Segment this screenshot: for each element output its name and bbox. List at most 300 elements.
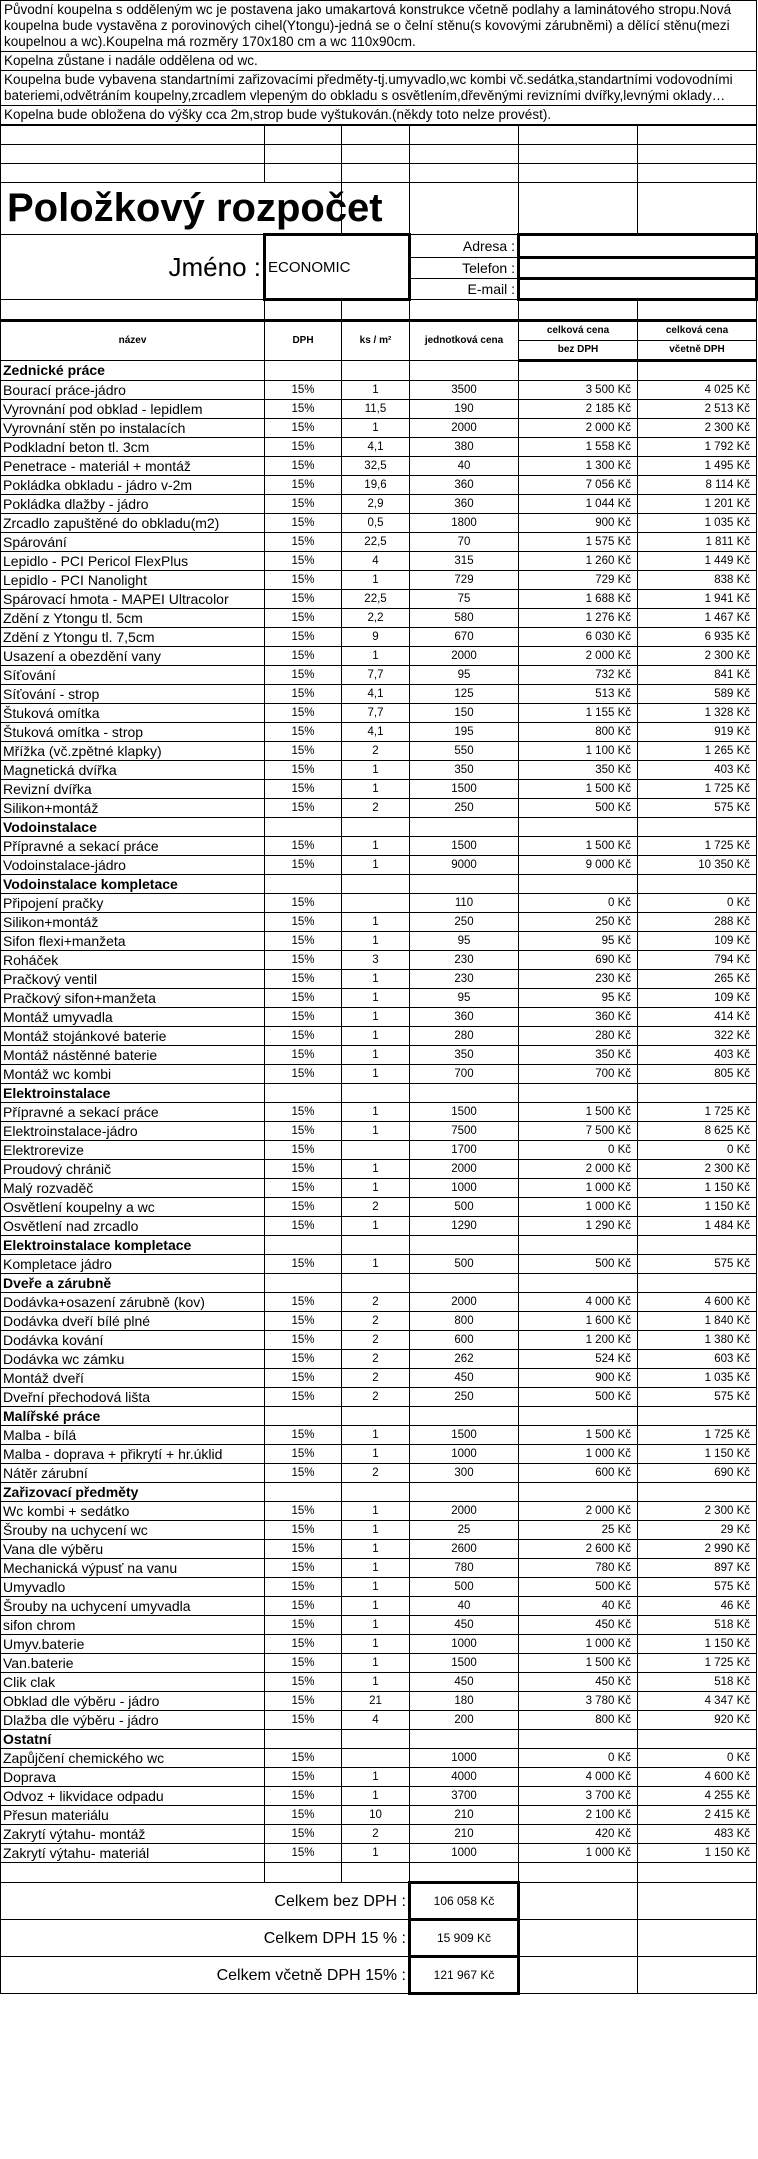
table-row xyxy=(1,1160,757,1179)
table-row xyxy=(1,590,757,609)
item-qty: 1 xyxy=(342,780,410,799)
item-total-vat: 1 150 Kč xyxy=(638,1635,757,1654)
item-total: 500 Kč xyxy=(519,1388,638,1407)
item-qty: 1 xyxy=(342,1578,410,1597)
item-qty: 21 xyxy=(342,1692,410,1711)
item-vat: 15% xyxy=(265,590,342,609)
table-row xyxy=(1,609,757,628)
item-qty: 22,5 xyxy=(342,533,410,552)
item-qty: 1 xyxy=(342,1027,410,1046)
table-row xyxy=(1,438,757,457)
col-header-without-vat: bez DPH xyxy=(519,341,638,361)
table-row xyxy=(1,1312,757,1331)
item-name: Přípravné a sekací práce xyxy=(1,837,265,856)
item-unit-price: 95 xyxy=(410,666,519,685)
item-qty: 4,1 xyxy=(342,438,410,457)
item-total-vat: 1 495 Kč xyxy=(638,457,757,476)
item-total: 350 Kč xyxy=(519,761,638,780)
item-total-vat: 10 350 Kč xyxy=(638,856,757,875)
name-field[interactable]: ECONOMIC xyxy=(265,235,410,300)
item-name: Pokládka dlažby - jádro xyxy=(1,495,265,514)
item-qty: 7,7 xyxy=(342,704,410,723)
item-qty: 1 xyxy=(342,970,410,989)
item-total-vat: 8 625 Kč xyxy=(638,1122,757,1141)
item-qty: 1 xyxy=(342,1559,410,1578)
item-unit-price: 360 xyxy=(410,476,519,495)
item-total: 2 185 Kč xyxy=(519,400,638,419)
item-qty: 1 xyxy=(342,1046,410,1065)
item-name: Pračkový sifon+manžeta xyxy=(1,989,265,1008)
table-row xyxy=(1,1521,757,1540)
table-row xyxy=(1,856,757,875)
item-vat: 15% xyxy=(265,1787,342,1806)
table-row xyxy=(1,457,757,476)
item-name: Síťování - strop xyxy=(1,685,265,704)
table-row xyxy=(1,1369,757,1388)
item-vat: 15% xyxy=(265,552,342,571)
item-unit-price: 360 xyxy=(410,495,519,514)
item-qty: 1 xyxy=(342,1616,410,1635)
item-unit-price: 1000 xyxy=(410,1179,519,1198)
item-qty: 1 xyxy=(342,1426,410,1445)
item-unit-price: 450 xyxy=(410,1616,519,1635)
item-name: Dodávka dveří bílé plné xyxy=(1,1312,265,1331)
table-row xyxy=(1,1597,757,1616)
empty-cell xyxy=(638,1236,757,1255)
item-unit-price: 7500 xyxy=(410,1122,519,1141)
item-total: 700 Kč xyxy=(519,1065,638,1084)
item-total: 95 Kč xyxy=(519,932,638,951)
item-total: 250 Kč xyxy=(519,913,638,932)
empty-cell xyxy=(638,1084,757,1103)
item-total: 500 Kč xyxy=(519,799,638,818)
item-total: 1 260 Kč xyxy=(519,552,638,571)
section-title: Zařizovací předměty xyxy=(1,1483,265,1502)
item-vat: 15% xyxy=(265,1122,342,1141)
item-total-vat: 403 Kč xyxy=(638,1046,757,1065)
item-total: 2 100 Kč xyxy=(519,1806,638,1825)
item-name: Elektroinstalace-jádro xyxy=(1,1122,265,1141)
table-row xyxy=(1,1825,757,1844)
item-unit-price: 500 xyxy=(410,1255,519,1274)
item-total-vat: 575 Kč xyxy=(638,1255,757,1274)
item-name: Silikon+montáž xyxy=(1,913,265,932)
empty-cell xyxy=(519,1920,638,1957)
item-vat: 15% xyxy=(265,514,342,533)
item-name: Osvětlení nad zrcadlo xyxy=(1,1217,265,1236)
table-row xyxy=(1,514,757,533)
item-vat: 15% xyxy=(265,970,342,989)
item-total-vat: 518 Kč xyxy=(638,1616,757,1635)
item-vat: 15% xyxy=(265,1825,342,1844)
empty-cell xyxy=(265,1274,342,1293)
item-total: 420 Kč xyxy=(519,1825,638,1844)
item-vat: 15% xyxy=(265,1141,342,1160)
item-total: 1 000 Kč xyxy=(519,1179,638,1198)
item-total: 4 000 Kč xyxy=(519,1293,638,1312)
table-row xyxy=(1,1673,757,1692)
item-name: Nátěr zárubní xyxy=(1,1464,265,1483)
item-total-vat: 1 941 Kč xyxy=(638,590,757,609)
item-vat: 15% xyxy=(265,571,342,590)
item-vat: 15% xyxy=(265,1217,342,1236)
item-vat: 15% xyxy=(265,1559,342,1578)
item-total-vat: 2 990 Kč xyxy=(638,1540,757,1559)
item-name: Dodávka wc zámku xyxy=(1,1350,265,1369)
table-row xyxy=(1,951,757,970)
section-title: Vodoinstalace kompletace xyxy=(1,875,265,894)
item-qty: 9 xyxy=(342,628,410,647)
item-total: 450 Kč xyxy=(519,1616,638,1635)
item-unit-price: 780 xyxy=(410,1559,519,1578)
item-vat: 15% xyxy=(265,609,342,628)
table-row xyxy=(1,932,757,951)
item-unit-price: 500 xyxy=(410,1578,519,1597)
item-name: Silikon+montáž xyxy=(1,799,265,818)
item-total-vat: 1 265 Kč xyxy=(638,742,757,761)
item-vat: 15% xyxy=(265,1046,342,1065)
item-name: Lepidlo - PCI Pericol FlexPlus xyxy=(1,552,265,571)
item-name: Obklad dle výběru - jádro xyxy=(1,1692,265,1711)
item-vat: 15% xyxy=(265,1331,342,1350)
item-unit-price: 350 xyxy=(410,761,519,780)
empty-cell xyxy=(410,1236,519,1255)
item-vat: 15% xyxy=(265,1806,342,1825)
item-total-vat: 1 380 Kč xyxy=(638,1331,757,1350)
item-unit-price: 2000 xyxy=(410,647,519,666)
item-qty: 2 xyxy=(342,1825,410,1844)
table-row xyxy=(1,1711,757,1730)
item-qty: 1 xyxy=(342,1654,410,1673)
item-name: Montáž wc kombi xyxy=(1,1065,265,1084)
item-total: 800 Kč xyxy=(519,723,638,742)
item-unit-price: 1500 xyxy=(410,780,519,799)
item-qty: 1 xyxy=(342,837,410,856)
item-vat: 15% xyxy=(265,666,342,685)
item-name: Zdění z Ytongu tl. 7,5cm xyxy=(1,628,265,647)
email-field[interactable] xyxy=(519,279,757,300)
item-unit-price: 1500 xyxy=(410,837,519,856)
total-label: Celkem bez DPH : xyxy=(1,1883,410,1920)
item-qty: 22,5 xyxy=(342,590,410,609)
item-name: Malba - bílá xyxy=(1,1426,265,1445)
item-qty: 4,1 xyxy=(342,685,410,704)
item-name: Bourací práce-jádro xyxy=(1,381,265,400)
item-total: 1 300 Kč xyxy=(519,457,638,476)
item-unit-price: 360 xyxy=(410,1008,519,1027)
col-header-total: celková cena xyxy=(519,321,638,341)
empty-cell xyxy=(638,875,757,894)
table-row xyxy=(1,1654,757,1673)
item-vat: 15% xyxy=(265,476,342,495)
item-unit-price: 600 xyxy=(410,1331,519,1350)
item-total-vat: 0 Kč xyxy=(638,1141,757,1160)
item-total-vat: 4 347 Kč xyxy=(638,1692,757,1711)
item-total-vat: 897 Kč xyxy=(638,1559,757,1578)
item-total: 230 Kč xyxy=(519,970,638,989)
item-name: Mechanická výpusť na vanu xyxy=(1,1559,265,1578)
item-unit-price: 9000 xyxy=(410,856,519,875)
item-qty: 1 xyxy=(342,1787,410,1806)
item-vat: 15% xyxy=(265,685,342,704)
item-unit-price: 3700 xyxy=(410,1787,519,1806)
item-name: Montáž stojánkové baterie xyxy=(1,1027,265,1046)
item-name: Magnetická dvířka xyxy=(1,761,265,780)
item-name: Doprava xyxy=(1,1768,265,1787)
table-row xyxy=(1,1198,757,1217)
address-field[interactable] xyxy=(519,235,757,258)
item-name: Připojení pračky xyxy=(1,894,265,913)
item-total: 500 Kč xyxy=(519,1255,638,1274)
table-row xyxy=(1,742,757,761)
item-total: 9 000 Kč xyxy=(519,856,638,875)
item-qty: 1 xyxy=(342,1255,410,1274)
item-vat: 15% xyxy=(265,1198,342,1217)
empty-cell xyxy=(342,875,410,894)
item-qty: 1 xyxy=(342,1597,410,1616)
item-total: 1 000 Kč xyxy=(519,1198,638,1217)
item-name: Umyvadlo xyxy=(1,1578,265,1597)
empty-cell xyxy=(638,818,757,837)
item-total: 4 000 Kč xyxy=(519,1768,638,1787)
item-total-vat: 1 150 Kč xyxy=(638,1198,757,1217)
item-vat: 15% xyxy=(265,1502,342,1521)
item-unit-price: 700 xyxy=(410,1065,519,1084)
table-row xyxy=(1,970,757,989)
item-total-vat: 1 035 Kč xyxy=(638,1369,757,1388)
section-row xyxy=(1,361,757,381)
item-unit-price: 2000 xyxy=(410,1293,519,1312)
item-total-vat: 403 Kč xyxy=(638,761,757,780)
section-title: Ostatní xyxy=(1,1730,265,1749)
item-vat: 15% xyxy=(265,495,342,514)
item-total: 2 600 Kč xyxy=(519,1540,638,1559)
section-title: Dveře a zárubně xyxy=(1,1274,265,1293)
col-header-total-vat: celková cena xyxy=(638,321,757,341)
empty-cell xyxy=(519,1084,638,1103)
item-total: 780 Kč xyxy=(519,1559,638,1578)
item-qty: 1 xyxy=(342,913,410,932)
table-row xyxy=(1,1806,757,1825)
table-row xyxy=(1,1464,757,1483)
empty-cell xyxy=(265,875,342,894)
item-name: Malý rozvaděč xyxy=(1,1179,265,1198)
item-total: 1 500 Kč xyxy=(519,1426,638,1445)
item-qty: 1 xyxy=(342,989,410,1008)
item-qty: 1 xyxy=(342,1844,410,1863)
table-row xyxy=(1,1768,757,1787)
table-row xyxy=(1,381,757,400)
item-qty: 1 xyxy=(342,1179,410,1198)
intro-paragraph: Původní koupelna s odděleným wc je postavena jako umakartová konstrukce včetně podlahy a laminátového stropu.Nová koupelna bude vystavěna z porovinových cihel(Ytongu)-jedná se o čelní stěnu(s kovovými zárubněmi) a dělící stěnu(mezi koupelnou a wc).Koupelna má rozměry 170x180 cm a wc 110x90cm. xyxy=(1,1,757,52)
item-name: Dveřní přechodová lišta xyxy=(1,1388,265,1407)
phone-field[interactable] xyxy=(519,258,757,279)
item-qty: 2 xyxy=(342,1331,410,1350)
item-unit-price: 729 xyxy=(410,571,519,590)
table-row xyxy=(1,1692,757,1711)
section-row xyxy=(1,875,757,894)
item-vat: 15% xyxy=(265,381,342,400)
table-row xyxy=(1,837,757,856)
item-qty: 1 xyxy=(342,932,410,951)
item-total-vat: 109 Kč xyxy=(638,932,757,951)
empty-cell xyxy=(410,818,519,837)
item-unit-price: 110 xyxy=(410,894,519,913)
item-vat: 15% xyxy=(265,799,342,818)
phone-label: Telefon : xyxy=(410,258,519,279)
item-unit-price: 2000 xyxy=(410,1160,519,1179)
item-name: Elektrorevize xyxy=(1,1141,265,1160)
item-qty xyxy=(342,894,410,913)
table-row xyxy=(1,1217,757,1236)
item-total-vat: 838 Kč xyxy=(638,571,757,590)
item-unit-price: 95 xyxy=(410,989,519,1008)
item-total-vat: 29 Kč xyxy=(638,1521,757,1540)
item-name: Spárování xyxy=(1,533,265,552)
table-row xyxy=(1,1179,757,1198)
item-qty: 10 xyxy=(342,1806,410,1825)
total-label: Celkem DPH 15 % : xyxy=(1,1920,410,1957)
item-total: 2 000 Kč xyxy=(519,1160,638,1179)
empty-cell xyxy=(410,1274,519,1293)
item-name: Dodávka kování xyxy=(1,1331,265,1350)
item-unit-price: 280 xyxy=(410,1027,519,1046)
item-unit-price: 2000 xyxy=(410,1502,519,1521)
email-label: E-mail : xyxy=(410,279,519,300)
item-name: Sifon flexi+manžeta xyxy=(1,932,265,951)
item-name: Mřížka (vč.zpětné klapky) xyxy=(1,742,265,761)
table-row xyxy=(1,1255,757,1274)
item-total: 2 000 Kč xyxy=(519,419,638,438)
item-name: Šrouby na uchycení umyvadla xyxy=(1,1597,265,1616)
item-total-vat: 1 792 Kč xyxy=(638,438,757,457)
item-qty xyxy=(342,1141,410,1160)
item-name: Zdění z Ytongu tl. 5cm xyxy=(1,609,265,628)
item-total-vat: 1 484 Kč xyxy=(638,1217,757,1236)
item-qty: 2 xyxy=(342,1293,410,1312)
empty-cell xyxy=(638,1407,757,1426)
item-qty: 4 xyxy=(342,1711,410,1730)
item-unit-price: 1290 xyxy=(410,1217,519,1236)
item-name: Montáž umyvadla xyxy=(1,1008,265,1027)
empty-cell xyxy=(519,1730,638,1749)
empty-cell xyxy=(342,1483,410,1502)
table-row xyxy=(1,1027,757,1046)
empty-cell xyxy=(342,1274,410,1293)
item-unit-price: 800 xyxy=(410,1312,519,1331)
item-total: 2 000 Kč xyxy=(519,1502,638,1521)
item-total: 280 Kč xyxy=(519,1027,638,1046)
empty-cell xyxy=(519,1957,638,1994)
item-name: Umyv.baterie xyxy=(1,1635,265,1654)
empty-cell xyxy=(519,1407,638,1426)
table-row xyxy=(1,628,757,647)
item-vat: 15% xyxy=(265,1312,342,1331)
item-qty: 7,7 xyxy=(342,666,410,685)
item-vat: 15% xyxy=(265,628,342,647)
item-unit-price: 1800 xyxy=(410,514,519,533)
item-vat: 15% xyxy=(265,704,342,723)
item-name: Odvoz + likvidace odpadu xyxy=(1,1787,265,1806)
item-total-vat: 0 Kč xyxy=(638,1749,757,1768)
item-unit-price: 125 xyxy=(410,685,519,704)
table-row xyxy=(1,533,757,552)
intro-paragraph: Kopelna zůstane i nadále oddělena od wc. xyxy=(1,52,757,71)
item-total: 3 780 Kč xyxy=(519,1692,638,1711)
item-total: 1 575 Kč xyxy=(519,533,638,552)
item-vat: 15% xyxy=(265,1635,342,1654)
item-qty: 2,9 xyxy=(342,495,410,514)
table-row xyxy=(1,1749,757,1768)
item-qty: 4,1 xyxy=(342,723,410,742)
item-unit-price: 200 xyxy=(410,1711,519,1730)
item-vat: 15% xyxy=(265,932,342,951)
item-total-vat: 1 201 Kč xyxy=(638,495,757,514)
item-unit-price: 210 xyxy=(410,1825,519,1844)
item-total-vat: 1 725 Kč xyxy=(638,837,757,856)
item-unit-price: 1500 xyxy=(410,1654,519,1673)
item-total: 7 500 Kč xyxy=(519,1122,638,1141)
item-total: 1 600 Kč xyxy=(519,1312,638,1331)
item-total-vat: 1 725 Kč xyxy=(638,1654,757,1673)
item-name: Vyrovnání pod obklad - lepidlem xyxy=(1,400,265,419)
item-vat: 15% xyxy=(265,723,342,742)
table-row xyxy=(1,647,757,666)
item-total: 1 155 Kč xyxy=(519,704,638,723)
item-qty: 1 xyxy=(342,1673,410,1692)
table-row xyxy=(1,1559,757,1578)
item-name: Přesun materiálu xyxy=(1,1806,265,1825)
table-row xyxy=(1,1331,757,1350)
item-total-vat: 1 840 Kč xyxy=(638,1312,757,1331)
table-row xyxy=(1,989,757,1008)
item-name: Zakrytí výtahu- montáž xyxy=(1,1825,265,1844)
item-total-vat: 518 Kč xyxy=(638,1673,757,1692)
empty-cell xyxy=(410,1483,519,1502)
table-row xyxy=(1,1787,757,1806)
item-vat: 15% xyxy=(265,533,342,552)
item-name: Kompletace jádro xyxy=(1,1255,265,1274)
item-total-vat: 8 114 Kč xyxy=(638,476,757,495)
table-row xyxy=(1,723,757,742)
item-qty: 1 xyxy=(342,1445,410,1464)
item-name: Van.baterie xyxy=(1,1654,265,1673)
col-header-unit-price: jednotková cena xyxy=(410,321,519,361)
item-vat: 15% xyxy=(265,856,342,875)
item-qty: 2 xyxy=(342,1350,410,1369)
item-unit-price: 450 xyxy=(410,1673,519,1692)
item-total: 690 Kč xyxy=(519,951,638,970)
table-row xyxy=(1,1635,757,1654)
item-vat: 15% xyxy=(265,1388,342,1407)
item-total: 1 276 Kč xyxy=(519,609,638,628)
item-total-vat: 2 513 Kč xyxy=(638,400,757,419)
item-unit-price: 500 xyxy=(410,1198,519,1217)
item-total-vat: 2 300 Kč xyxy=(638,1160,757,1179)
item-total: 900 Kč xyxy=(519,514,638,533)
empty-cell xyxy=(638,1920,757,1957)
item-qty: 1 xyxy=(342,419,410,438)
item-name: sifon chrom xyxy=(1,1616,265,1635)
intro-paragraph: Kopelna bude obložena do výšky cca 2m,strop bude vyštukován.(někdy toto nelze provést). xyxy=(1,106,757,125)
item-vat: 15% xyxy=(265,1616,342,1635)
item-unit-price: 1000 xyxy=(410,1749,519,1768)
table-row xyxy=(1,1065,757,1084)
item-total-vat: 805 Kč xyxy=(638,1065,757,1084)
item-vat: 15% xyxy=(265,894,342,913)
empty-cell xyxy=(410,875,519,894)
item-unit-price: 70 xyxy=(410,533,519,552)
